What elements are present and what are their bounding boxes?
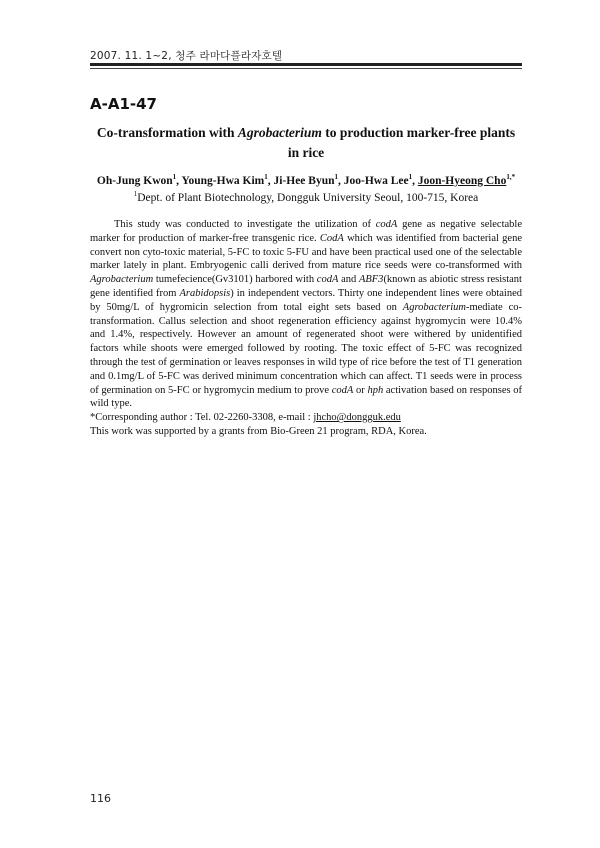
abstract-text: activation based on responses of wild type. [90,384,522,410]
author-sup: 1 [334,173,338,182]
corresponding-author-line [90,411,522,425]
abstract-italic: Arabidopsis [179,287,231,299]
title-italic: Agrobacterium [237,125,322,140]
affiliation-sup: 1 [133,190,138,199]
abstract-text: and [338,274,359,286]
running-head: 2007. 11. 1~2, 청주 라마다플라자호텔 [90,50,283,62]
affiliation [90,190,522,207]
email-link[interactable]: jhcho@dongguk.edu [313,412,401,424]
abstract-italic: codA [331,384,354,396]
affiliation-text: Dept. of Plant Biotechnology, Dongguk University Seoul, 100-715, Korea [137,192,479,204]
title-part2: to production marker-free plants in rice [287,125,516,160]
abstract-italic: codA [316,274,339,286]
abstract-text: gene as negative selectable marker for production of marker-free transgenic rice. [90,219,523,244]
abstract-text: (known as abiotic stress resistant gene identified from [90,274,522,299]
author-sup: 1 [172,173,177,182]
author-name: Ji-Hee Byun [273,175,335,187]
abstract-italic: Agrobacterium [90,274,154,286]
author-list: Oh-Jung Kwon$^1$, Young-Hwa Kim$^1$, Ji-Hee Byun$^1$, Joo-Hwa Lee$^1$, Joon-Hyeong Cho$^{1,*}$ [96,173,516,187]
paper-title [90,123,522,163]
author-sup: 1 [264,173,268,182]
abstract-italic: ABF3 [358,274,384,286]
title-part1: Co-transformation with [96,125,238,140]
abstract-text: which was identified from bacterial gene convert non cyto-toxic material, 5-FC to toxic 5-FU and have been practical used one of the selectable marker lately in plant. Embryogenic calli derived from mature rice seeds were co-transformed with [90,232,522,272]
author-name: Joo-Hwa Lee [343,175,409,187]
abstract-text: ) in independent vectors. Thirty one independent lines were obtained by 50mg/L of hygromicin selection from total eight sets based on [90,287,523,313]
paper-code: A-A1-47 [90,95,157,113]
corresponding-prefix: *Corresponding author : Tel. 02-2260-3308, e-mail : [90,412,314,424]
author-name: Oh-Jung Kwon [96,175,173,187]
author-name: Young-Hwa Kim [181,175,265,187]
abstract-italic: CodA [319,232,344,244]
funding-line: This work was supported by a grants from Bio-Green 21 program, RDA, Korea. [90,425,427,437]
abstract-text: -mediate co-transformation. Callus selection and shoot regeneration efficiency against hygromycin were 10.4% and 1.4%, respectively. However an amount of regenerated shoot were withered by unidentified factors while shoots were emerged followed by rooting. The toxic effect of 5-FC was recognized through the test of germination or leaves responses in wild type of rice before the test of T1 generation and 0.1mg/L of 5-FC was derived minimum concentration which can affect. T1 seeds were in process of germination on 5-FC or hygromycin medium to prove [90,301,523,396]
abstract-italic: Agrobacterium [402,301,466,313]
corresponding-author-name: Joon-Hyeong Cho [417,175,507,187]
abstract-italic: codA [375,219,398,230]
page-number: 116 [90,792,111,805]
abstract-text: tumefecience(Gv3101) harbored with [153,274,317,286]
abstract-italic: hph [367,384,384,396]
abstract-text: or [353,384,368,396]
abstract-text: This study was conducted to investigate the utilization of [114,219,376,230]
author-sup: 1,* [506,173,516,182]
header-rule-thick [90,63,522,66]
author-sup: 1 [408,173,413,182]
abstract-paragraph [90,218,522,411]
abstract [90,218,522,439]
header-rule-thin [90,68,522,69]
